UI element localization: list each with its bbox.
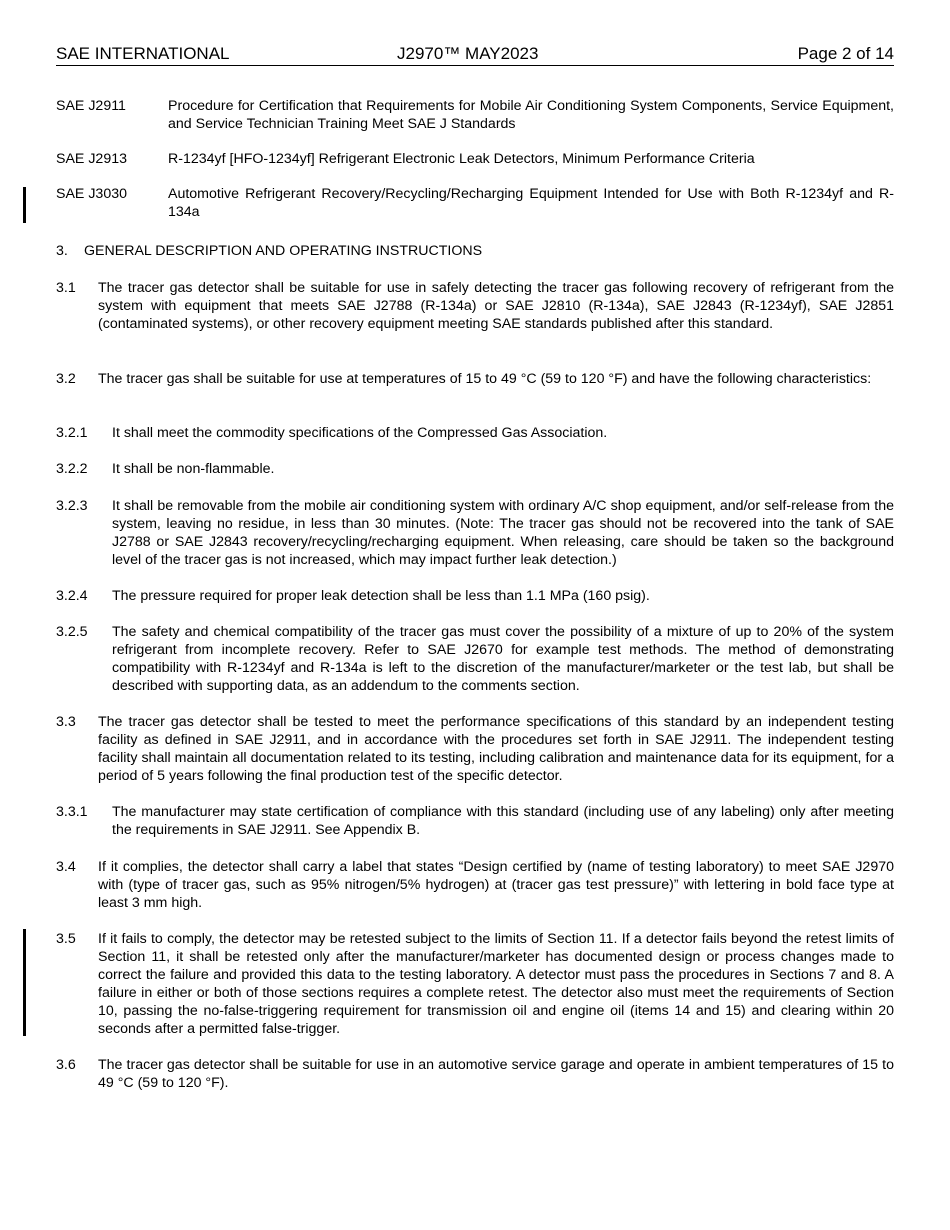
clause-number: 3.2: [56, 371, 76, 387]
clause-3-1: [56, 279, 894, 333]
document-id: J2970™ MAY2023: [397, 44, 539, 63]
clause-number: 3.2.4: [56, 588, 88, 604]
clause-text: The tracer gas detector shall be suitable for use in an automotive service garage and operate in ambient temperatures of 15 to 49 °C (59 to 120 °F).: [98, 1057, 894, 1091]
section-heading: [56, 242, 482, 260]
reference-code: SAE J2913: [56, 151, 127, 167]
clause-number: 3.4: [56, 859, 76, 875]
clause-text: The manufacturer may state certification of compliance with this standard (including use of any labeling) only after meeting the requirements in SAE J2911. See Appendix B.: [112, 804, 894, 838]
clause-text: The tracer gas detector shall be suitable for use in safely detecting the tracer gas following recovery of refrigerant from the system with equipment that meets SAE J2788 (R-134a) or SAE J2810 (R-134a), SAE J2843 (R-1234yf), SAE J2851 (contaminated systems), or other recovery equipment meeting SAE standards published after this standard.: [98, 280, 894, 332]
section-title: GENERAL DESCRIPTION AND OPERATING INSTRUCTIONS: [84, 243, 483, 259]
clause-number: 3.6: [56, 1057, 76, 1073]
clause-text: The tracer gas detector shall be tested to meet the performance specifications of this standard by an independent testing facility as defined in SAE J2911, and in accordance with the procedures set forth in SAE J2911. The independent testing facility shall maintain all documentation related to its testing, including calibration and maintenance data for its equipment, for a period of 5 years following the final production test of the specific detector.: [98, 714, 894, 784]
clause-3-2-2: [56, 460, 894, 478]
page-number: Page 2 of 14: [797, 44, 894, 63]
revision-bar: [23, 929, 26, 1036]
clause-text: The safety and chemical compatibility of the tracer gas must cover the possibility of a mixture of up to 20% of the system refrigerant from incomplete recovery. Refer to SAE J2670 for example test methods. The method of demonstrating compatibility with R-1234yf and R-134a is left to the discretion of the manufacturer/marketer or the test lab, but shall be described with supporting data, as an addendum to the comments section.: [112, 624, 894, 694]
clause-number: 3.2.1: [56, 425, 88, 441]
clause-3-6: [56, 1056, 894, 1092]
clause-number: 3.1: [56, 280, 76, 296]
page-header: [56, 44, 894, 66]
reference-item: [56, 185, 894, 221]
clause-text: If it fails to comply, the detector may be retested subject to the limits of Section 11. If a detector fails beyond the retest limits of Section 11, it shall be retested only after the manufacturer/marketer has documented design or process changes made to correct the failure and provided this data to the testing laboratory. A detector must pass the procedures in Sections 7 and 8. A failure in either or both of those sections requires a complete retest. The detector also must meet the requirements of Section 10, passing the no-false-triggering requirement for transmission oil and engine oil (items 14 and 15) and clearing within 20 seconds after a permitted false-trigger.: [98, 931, 894, 1037]
reference-title: Procedure for Certification that Requirements for Mobile Air Conditioning System Components, Service Equipment, and Service Technician Training Meet SAE J Standards: [168, 98, 894, 132]
clause-3-2-1: [56, 424, 894, 442]
clause-text: It shall be non-flammable.: [112, 461, 275, 477]
clause-text: The tracer gas shall be suitable for use at temperatures of 15 to 49 °C (59 to 120 °F) and have the following characteristics:: [98, 371, 872, 387]
reference-title: Automotive Refrigerant Recovery/Recycling/Recharging Equipment Intended for Use with Both R-1234yf and R-134a: [168, 186, 894, 220]
clause-text: If it complies, the detector shall carry a label that states “Design certified by (name of testing laboratory) to meet SAE J2970 with (type of tracer gas, such as 95% nitrogen/5% hydrogen) at (tracer gas test pressure)” with lettering in bold face type at least 3 mm high.: [98, 859, 894, 911]
reference-item: [56, 150, 894, 168]
clause-text: The pressure required for proper leak detection shall be less than 1.1 MPa (160 psig).: [112, 588, 650, 604]
section-number: 3.: [56, 243, 68, 259]
clause-3-3-1: [56, 803, 894, 839]
clause-number: 3.2.5: [56, 624, 88, 640]
clause-number: 3.2.3: [56, 498, 88, 514]
clause-3-2-4: [56, 587, 894, 605]
reference-code: SAE J3030: [56, 186, 127, 202]
reference-item: [56, 97, 894, 133]
revision-bar: [23, 187, 26, 223]
clause-3-2: [56, 370, 894, 388]
clause-text: It shall be removable from the mobile air conditioning system with ordinary A/C shop equipment, and/or self-release from the system, leaving no residue, in less than 30 minutes. (Note: The tracer gas should not be recovered into the tank of SAE J2788 or SAE J2843 recovery/recycling/recharging equipment. When releasing, care should be taken so the background level of the tracer gas is not increased, which may impact further leak detection.): [112, 498, 894, 568]
clause-3-3: [56, 713, 894, 785]
clause-number: 3.3.1: [56, 804, 88, 820]
clause-3-4: [56, 858, 894, 912]
clause-3-2-3: [56, 497, 894, 569]
clause-3-2-5: [56, 623, 894, 695]
clause-number: 3.5: [56, 931, 76, 947]
clause-number: 3.2.2: [56, 461, 88, 477]
reference-title: R-1234yf [HFO-1234yf] Refrigerant Electronic Leak Detectors, Minimum Performance Criteria: [168, 151, 755, 167]
publisher-name: SAE INTERNATIONAL: [56, 44, 230, 63]
reference-code: SAE J2911: [56, 98, 126, 114]
reference-list: [56, 97, 894, 238]
clause-3-5: [56, 930, 894, 1038]
clause-number: 3.3: [56, 714, 76, 730]
clause-text: It shall meet the commodity specifications of the Compressed Gas Association.: [112, 425, 608, 441]
